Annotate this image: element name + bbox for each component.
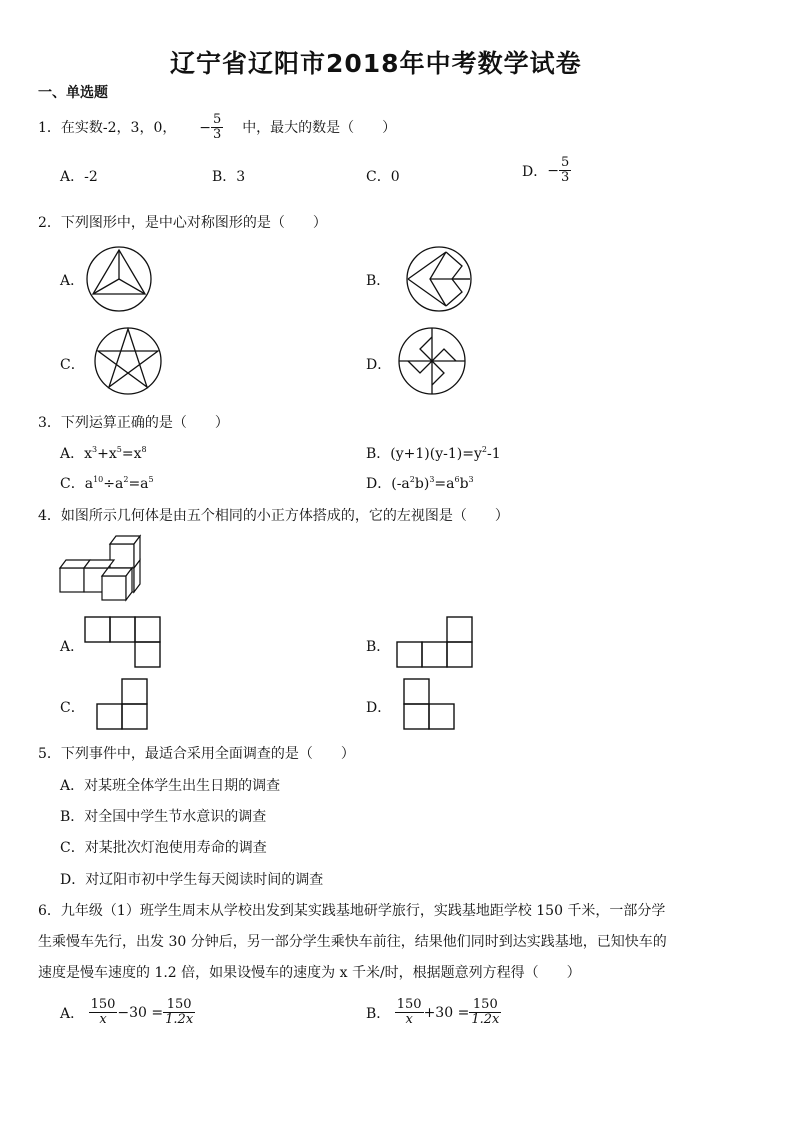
q1-d-num: 5	[560, 155, 570, 170]
q3-a-term: x	[84, 446, 93, 462]
q3-d-term: (-a	[391, 476, 410, 492]
q3-c-exp: 2	[123, 475, 129, 484]
q3-stem: 3．下列运算正确的是（ ）	[38, 415, 229, 431]
q1-d-label: D．	[522, 163, 548, 180]
q1-d-sign: −	[547, 162, 559, 179]
q3-c-label: C．	[60, 476, 85, 492]
q3-d-label: D．	[366, 476, 392, 492]
q1-option-c[interactable]: C．0	[366, 169, 400, 185]
q3-option-b[interactable]	[366, 443, 501, 463]
q3-c-term: ÷a	[103, 476, 124, 492]
q3-a-term: =x	[121, 446, 142, 462]
q3-d-term: b)	[414, 476, 430, 492]
q1-stem	[38, 113, 396, 143]
q4-figure-c[interactable]	[96, 678, 152, 730]
q1-frac-sign: −	[199, 119, 211, 136]
q3-c-term: =a	[128, 476, 149, 492]
q3-d-exp: 6	[454, 475, 460, 484]
q5-option-a[interactable]: A．对某班全体学生出生日期的调查	[60, 778, 281, 794]
q2-figure-d[interactable]	[398, 327, 466, 395]
q6-a-operator: −30 =	[117, 1004, 164, 1021]
q3-d-exp: 3	[468, 475, 474, 484]
q2-figure-b[interactable]	[406, 246, 472, 312]
q3-a-term: +x	[97, 446, 117, 462]
q4-figure-a[interactable]	[84, 616, 164, 668]
q3-b-label: B．	[366, 446, 391, 462]
q6-a-den: x	[99, 1012, 107, 1028]
q3-b-term: (y+1)(y-1)=y	[390, 446, 482, 462]
q3-b-exp: 2	[481, 445, 487, 454]
q6-a-num: 150	[163, 998, 195, 1013]
q3-d-term: =a	[434, 476, 455, 492]
q2-option-b-label[interactable]: B．	[366, 273, 391, 289]
q1-text: 1．在实数-2，3，0，	[38, 119, 177, 136]
q1-text-after: 中，最大的数是（ ）	[242, 119, 397, 136]
q4-solid-figure	[58, 534, 150, 604]
q4-option-c-label[interactable]: C．	[60, 700, 85, 716]
q6-b-num: 150	[469, 998, 501, 1013]
q1-frac-num: 5	[213, 112, 222, 127]
q6-stem-line-3: 速度是慢车速度的 1.2 倍，如果设慢车的速度为 x 千米/时，根据题意列方程得（ ）	[38, 965, 581, 981]
q2-figure-c[interactable]	[94, 327, 162, 395]
q6-b-operator: +30 =	[423, 1004, 470, 1021]
q6-b-fraction-right	[469, 998, 501, 1028]
section-heading: 一、单选题	[38, 85, 108, 101]
q5-option-c[interactable]: C．对某批次灯泡使用寿命的调查	[60, 840, 267, 856]
q6-b-fraction-left	[395, 998, 424, 1028]
q1-fraction	[211, 113, 223, 143]
q6-b-num: 150	[396, 997, 422, 1012]
q5-option-d[interactable]: D．对辽阳市初中学生每天阅读时间的调查	[60, 872, 324, 888]
q3-d-exp: 3	[429, 475, 435, 484]
q5-stem: 5．下列事件中，最适合采用全面调查的是（ ）	[38, 746, 355, 762]
q3-option-a[interactable]	[60, 443, 147, 463]
q2-option-d-label[interactable]: D．	[366, 357, 392, 373]
q2-figure-a[interactable]	[86, 246, 152, 312]
q2-stem: 2．下列图形中，是中心对称图形的是（ ）	[38, 215, 327, 231]
q3-d-term: b	[459, 476, 469, 492]
q6-a-den: 1.2x	[165, 1012, 194, 1028]
q6-option-a[interactable]	[60, 998, 195, 1028]
q1-option-a[interactable]: A．-2	[60, 169, 98, 185]
q1-option-b[interactable]: B．3	[212, 169, 246, 185]
q1-d-fraction	[559, 156, 571, 186]
q6-a-fraction-left	[89, 998, 118, 1028]
q3-a-exp: 3	[92, 445, 98, 454]
q3-c-exp: 5	[148, 475, 154, 484]
q3-c-exp: 10	[93, 475, 104, 484]
q6-option-b[interactable]	[366, 998, 501, 1028]
q2-option-c-label[interactable]: C．	[60, 357, 85, 373]
q3-a-exp: 5	[116, 445, 122, 454]
q6-b-label: B．	[366, 1005, 391, 1022]
q3-b-term: -1	[486, 446, 501, 462]
q1-d-den: 3	[560, 170, 570, 186]
q3-a-label: A．	[60, 446, 85, 462]
q3-a-exp: 8	[141, 445, 147, 454]
q1-frac-den: 3	[213, 127, 222, 143]
q3-d-exp: 2	[409, 475, 415, 484]
q6-a-num: 150	[90, 997, 116, 1012]
q6-b-den: x	[405, 1012, 413, 1028]
q4-option-b-label[interactable]: B．	[366, 639, 391, 655]
q6-a-fraction-right	[163, 998, 195, 1028]
q4-figure-d[interactable]	[403, 678, 459, 730]
q3-option-d[interactable]	[366, 473, 474, 493]
q3-option-c[interactable]	[60, 473, 154, 493]
q6-stem-line-2: 生乘慢车先行，出发 30 分钟后，另一部分学生乘快车前往，结果他们同时到达实践基地，已知快车的	[38, 934, 667, 950]
q6-a-label: A．	[60, 1005, 85, 1022]
q5-option-b[interactable]: B．对全国中学生节水意识的调查	[60, 809, 267, 825]
q4-figure-b[interactable]	[396, 616, 476, 668]
q2-option-a-label[interactable]: A．	[60, 273, 85, 289]
q1-option-d[interactable]	[522, 156, 571, 186]
q4-option-d-label[interactable]: D．	[366, 700, 392, 716]
q4-stem: 4．如图所示几何体是由五个相同的小正方体搭成的，它的左视图是（ ）	[38, 508, 509, 524]
q4-option-a-label[interactable]: A．	[60, 639, 85, 655]
q6-b-den: 1.2x	[471, 1012, 500, 1028]
q6-stem-line-1: 6．九年级（1）班学生周末从学校出发到某实践基地研学旅行，实践基地距学校 150 千米，一部分学	[38, 903, 666, 919]
q3-c-term: a	[84, 476, 94, 492]
page-title: 辽宁省辽阳市2018年中考数学试卷	[170, 49, 582, 78]
